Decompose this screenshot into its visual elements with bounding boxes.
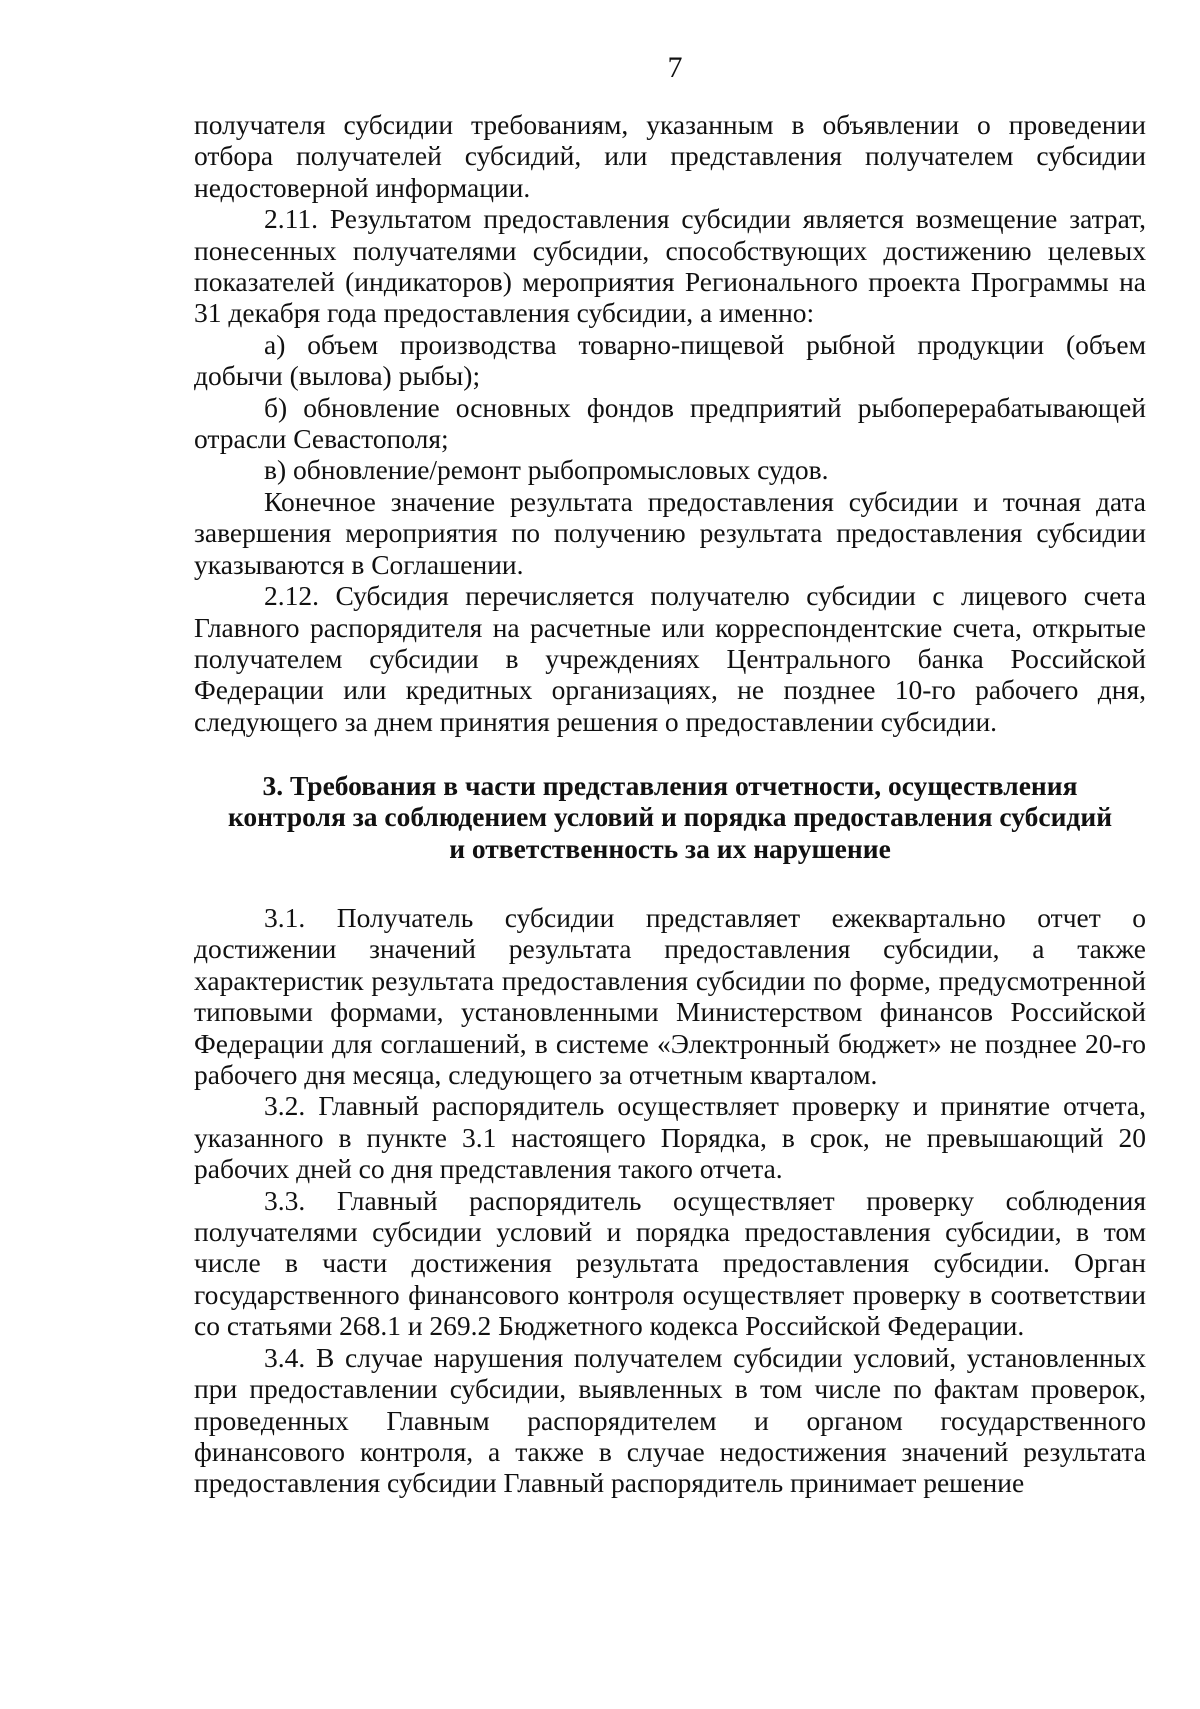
paragraph-3-3: 3.3. Главный распорядитель осуществляет проверку соблюдения получателями субсидии условий и порядка предоставления субсидии, в том числе в части достижения результата предоставления субсидии. Орган государственного финансового контроля осуществляет проверку в соответствии со статьями 268.1 и 269.2 Бюджетного кодекса Российской Федерации.: [194, 1184, 1146, 1342]
section-3-heading: [194, 770, 1146, 864]
heading-line-3: и ответственность за их нарушение: [449, 832, 891, 864]
paragraph-continuation: получателя субсидии требованиям, указанным в объявлении о проведении отбора получателей субсидий, или представления получателем субсидии недостоверной информации.: [194, 109, 1146, 203]
section-2-text: [194, 109, 1146, 737]
page-number: 7: [667, 51, 683, 84]
paragraph-3-2: 3.2. Главный распорядитель осуществляет проверку и принятие отчета, указанного в пункте 3.1 настоящего Порядка, в срок, не превышающий 20 рабочих дней со дня представления такого отчета.: [194, 1090, 1146, 1185]
paragraph-3-1: 3.1. Получатель субсидии представляет ежеквартально отчет о достижении значений результата предоставления субсидии, а также характеристик результата предоставления субсидии по форме, предусмотренной типовыми формами, установленными Министерством финансов Российской Федерации для соглашений, в системе «Электронный бюджет» не позднее 20-го рабочего дня месяца, следующего за отчетным кварталом.: [194, 902, 1146, 1091]
list-item-b: б) обновление основных фондов предприятий рыбоперерабатывающей отрасли Севастополя;: [194, 391, 1146, 455]
paragraph-2-11: 2.11. Результатом предоставления субсидии является возмещение затрат, понесенных получателями субсидии, способствующих достижению целевых показателей (индикаторов) мероприятия Регионального проекта Программы на 31 декабря года предоставления субсидии, а именно:: [194, 203, 1146, 329]
section-3-text: [194, 902, 1146, 1499]
list-item-a: а) объем производства товарно-пищевой рыбной продукции (объем добычи (вылова) рыбы);: [194, 328, 1146, 392]
paragraph-3-4: 3.4. В случае нарушения получателем субсидии условий, установленных при предоставлении субсидии, выявленных в том числе по фактам проверок, проведенных Главным распорядителем и органом государственного финансового контроля, а также в случае недостижения значений результата предоставления субсидии Главный распорядитель принимает решение: [194, 1341, 1146, 1499]
paragraph-final-value: Конечное значение результата предоставления субсидии и точная дата завершения мероприятия по получению результата предоставления субсидии указываются в Соглашении.: [194, 485, 1146, 580]
list-item-v: в) обновление/ремонт рыбопромысловых судов.: [264, 454, 829, 486]
paragraph-2-12: 2.12. Субсидия перечисляется получателю субсидии с лицевого счета Главного распорядителя на расчетные или корреспондентские счета, открытые получателем субсидии в учреждениях Центрального банка Российской Федерации или кредитных организациях, не позднее 10-го рабочего дня, следующего за днем принятия решения о предоставлении субсидии.: [194, 580, 1146, 737]
heading-line-1: 3. Требования в части представления отчетности, осуществления: [262, 770, 1078, 801]
heading-line-2: контроля за соблюдением условий и порядка предоставления субсидий: [227, 801, 1113, 833]
